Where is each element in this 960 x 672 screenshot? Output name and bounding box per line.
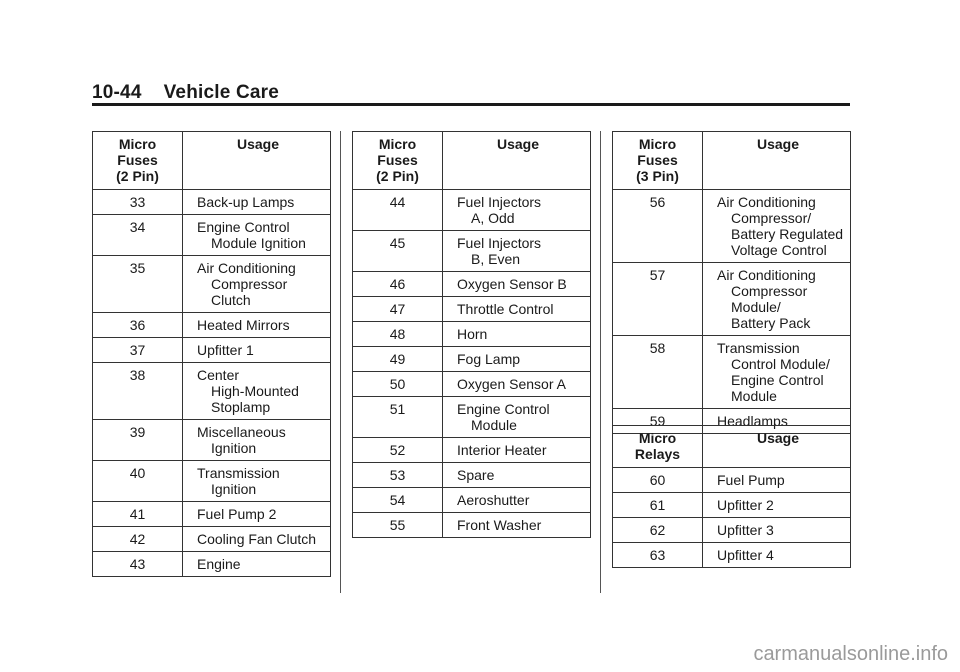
usage-line: Fuel Pump <box>717 472 785 488</box>
usage-line: Control Module/ <box>731 356 830 372</box>
table-row <box>353 190 591 231</box>
table-row <box>93 527 331 552</box>
fuse-number: 55 <box>353 513 443 538</box>
fuse-number: 50 <box>353 372 443 397</box>
fuse-table-micro-3pin <box>612 131 851 434</box>
usage-line: Ignition <box>211 481 257 497</box>
fuse-usage <box>183 363 331 420</box>
usage-line: Battery Regulated <box>731 226 844 242</box>
fuse-usage <box>183 502 331 527</box>
fuse-usage <box>183 552 331 577</box>
table-row <box>93 420 331 461</box>
header-rule <box>92 103 850 106</box>
table-row <box>353 231 591 272</box>
column-header-usage <box>443 132 591 190</box>
usage-line: Oxygen Sensor A <box>457 376 566 392</box>
table-header-row <box>93 132 331 190</box>
column-header-usage <box>703 132 851 190</box>
usage-line: Engine <box>197 556 241 572</box>
fuse-number: 57 <box>613 263 703 336</box>
table-row <box>353 463 591 488</box>
table-row <box>93 552 331 577</box>
usage-line: Upfitter 4 <box>717 547 774 563</box>
column-header-id <box>613 426 703 468</box>
header-text: Usage <box>757 136 800 152</box>
table-row <box>93 502 331 527</box>
usage-line: Fuel Pump 2 <box>197 506 277 522</box>
table-row <box>353 322 591 347</box>
fuse-number: 41 <box>93 502 183 527</box>
usage-line: Fuel Injectors <box>457 235 542 251</box>
fuse-usage <box>703 493 851 518</box>
usage-line: Module <box>471 417 517 433</box>
usage-line: Center <box>197 367 240 383</box>
table-row <box>353 438 591 463</box>
fuse-number: 60 <box>613 468 703 493</box>
fuse-number: 51 <box>353 397 443 438</box>
table-header-row <box>613 132 851 190</box>
fuse-number: 62 <box>613 518 703 543</box>
usage-line: Module Ignition <box>211 235 306 251</box>
table-header-row <box>353 132 591 190</box>
table-row <box>93 190 331 215</box>
section-title: Vehicle Care <box>163 82 280 103</box>
header-text: (2 Pin) <box>116 168 159 184</box>
header-text: (2 Pin) <box>376 168 419 184</box>
usage-line: Fuel Injectors <box>457 194 542 210</box>
fuse-number: 35 <box>93 256 183 313</box>
usage-line: Engine Control <box>197 219 290 235</box>
fuse-usage <box>703 468 851 493</box>
table-row <box>93 338 331 363</box>
usage-line: Module <box>731 388 777 404</box>
table-row <box>353 372 591 397</box>
usage-line: Aeroshutter <box>457 492 530 508</box>
fuse-number: 61 <box>613 493 703 518</box>
fuse-usage <box>183 527 331 552</box>
usage-line: Throttle Control <box>457 301 554 317</box>
fuse-number: 39 <box>93 420 183 461</box>
fuse-usage <box>183 313 331 338</box>
column-divider-left <box>340 131 341 593</box>
fuse-usage <box>183 190 331 215</box>
usage-line: Air Conditioning <box>717 267 816 283</box>
table-row <box>353 297 591 322</box>
fuse-number: 49 <box>353 347 443 372</box>
usage-line: Horn <box>457 326 488 342</box>
usage-line: Voltage Control <box>731 242 827 258</box>
usage-line: Headlamps <box>717 413 788 429</box>
fuse-usage <box>443 488 591 513</box>
usage-line: Battery Pack <box>731 315 811 331</box>
fuse-number: 46 <box>353 272 443 297</box>
table-row <box>613 263 851 336</box>
fuse-table-micro-2pin-a <box>92 131 331 577</box>
column-header-id <box>93 132 183 190</box>
usage-line: B, Even <box>471 251 521 267</box>
table-row <box>93 363 331 420</box>
table-row <box>93 215 331 256</box>
fuse-usage <box>443 297 591 322</box>
header-text: Relays <box>634 446 681 462</box>
fuse-usage <box>443 397 591 438</box>
fuse-number: 43 <box>93 552 183 577</box>
fuse-number: 59 <box>613 409 703 434</box>
header-text: Micro Fuses <box>637 136 678 168</box>
table-row <box>93 461 331 502</box>
column-header-id <box>613 132 703 190</box>
usage-line: Air Conditioning <box>197 260 296 276</box>
table-row <box>613 468 851 493</box>
fuse-usage <box>183 461 331 502</box>
table-row <box>353 347 591 372</box>
fuse-usage <box>443 190 591 231</box>
table-row <box>353 513 591 538</box>
fuse-usage <box>703 336 851 409</box>
fuse-usage <box>443 463 591 488</box>
usage-line: Heated Mirrors <box>197 317 290 333</box>
usage-line: Stoplamp <box>211 399 271 415</box>
fuse-usage <box>443 372 591 397</box>
watermark: carmanualsonline.info <box>753 643 948 665</box>
usage-line: Cooling Fan Clutch <box>197 531 317 547</box>
usage-line: Interior Heater <box>457 442 547 458</box>
usage-line: Fog Lamp <box>457 351 521 367</box>
fuse-usage <box>703 543 851 568</box>
fuse-number: 40 <box>93 461 183 502</box>
usage-line: Oxygen Sensor B <box>457 276 567 292</box>
usage-line: Upfitter 1 <box>197 342 254 358</box>
column-header-usage <box>703 426 851 468</box>
usage-line: High-Mounted <box>211 383 299 399</box>
usage-line: Compressor/ <box>731 210 812 226</box>
fuse-usage <box>703 518 851 543</box>
fuse-number: 42 <box>93 527 183 552</box>
fuse-usage <box>183 338 331 363</box>
fuse-usage <box>443 438 591 463</box>
table-row <box>93 256 331 313</box>
fuse-usage <box>443 513 591 538</box>
usage-line: Ignition <box>211 440 257 456</box>
fuse-number: 44 <box>353 190 443 231</box>
fuse-number: 48 <box>353 322 443 347</box>
usage-line: Miscellaneous <box>197 424 286 440</box>
column-header-id <box>353 132 443 190</box>
table-row <box>353 397 591 438</box>
fuse-number: 38 <box>93 363 183 420</box>
fuse-usage <box>183 256 331 313</box>
fuse-table-2-wrap <box>352 131 591 538</box>
table-row <box>613 493 851 518</box>
relay-table-micro <box>612 425 851 568</box>
table-row <box>613 543 851 568</box>
header-text: Usage <box>237 136 280 152</box>
header-text: Micro Fuses <box>117 136 158 168</box>
fuse-number: 54 <box>353 488 443 513</box>
fuse-number: 47 <box>353 297 443 322</box>
fuse-usage <box>443 231 591 272</box>
fuse-number: 52 <box>353 438 443 463</box>
usage-line: Upfitter 3 <box>717 522 774 538</box>
header-text: Usage <box>757 430 800 446</box>
fuse-usage <box>703 263 851 336</box>
relay-table-wrap <box>612 425 851 568</box>
usage-line: Compressor Clutch <box>211 276 288 308</box>
column-header-usage <box>183 132 331 190</box>
table-row <box>613 518 851 543</box>
usage-line: Back-up Lamps <box>197 194 295 210</box>
usage-line: Air Conditioning <box>717 194 816 210</box>
header-text: (3 Pin) <box>636 168 679 184</box>
column-divider-right <box>600 131 601 593</box>
fuse-usage <box>443 347 591 372</box>
fuse-number: 53 <box>353 463 443 488</box>
page-header <box>92 82 279 104</box>
header-text: Micro <box>638 430 677 446</box>
fuse-table-1-wrap <box>92 131 331 577</box>
fuse-table-micro-2pin-b <box>352 131 591 538</box>
usage-line: Spare <box>457 467 495 483</box>
usage-line: Module/ <box>731 299 781 315</box>
fuse-usage <box>443 322 591 347</box>
usage-line: Transmission <box>197 465 280 481</box>
table-row <box>613 190 851 263</box>
fuse-usage <box>703 190 851 263</box>
usage-line: Compressor <box>731 283 808 299</box>
table-row <box>353 488 591 513</box>
usage-line: Engine Control <box>731 372 824 388</box>
header-text: Usage <box>497 136 540 152</box>
fuse-usage <box>183 420 331 461</box>
fuse-number: 56 <box>613 190 703 263</box>
fuse-usage <box>183 215 331 256</box>
fuse-number: 33 <box>93 190 183 215</box>
fuse-number: 36 <box>93 313 183 338</box>
fuse-usage <box>443 272 591 297</box>
table-row <box>93 313 331 338</box>
usage-line: Engine Control <box>457 401 550 417</box>
fuse-table-3-wrap <box>612 131 851 434</box>
usage-line: Front Washer <box>457 517 542 533</box>
fuse-number: 34 <box>93 215 183 256</box>
fuse-number: 63 <box>613 543 703 568</box>
table-row <box>613 336 851 409</box>
table-header-row <box>613 426 851 468</box>
fuse-number: 58 <box>613 336 703 409</box>
header-text: Micro Fuses <box>377 136 418 168</box>
usage-line: A, Odd <box>471 210 515 226</box>
usage-line: Transmission <box>717 340 800 356</box>
fuse-number: 37 <box>93 338 183 363</box>
fuse-number: 45 <box>353 231 443 272</box>
usage-line: Upfitter 2 <box>717 497 774 513</box>
page-number: 10-44 <box>92 82 142 103</box>
table-row <box>353 272 591 297</box>
